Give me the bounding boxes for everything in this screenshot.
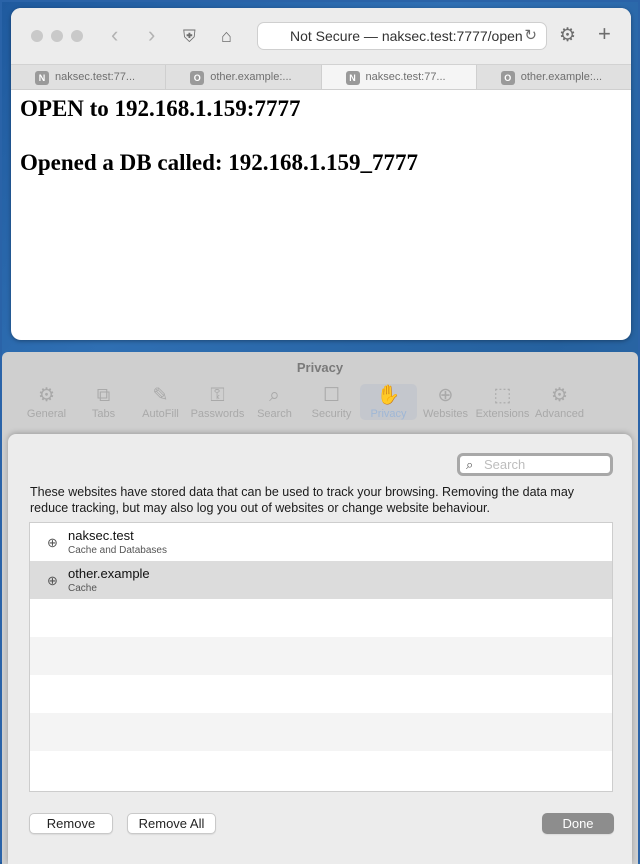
done-button[interactable]: Done xyxy=(542,813,614,834)
browser-window xyxy=(11,8,631,340)
sheet-description: These websites have stored data that can be used to track your browsing. Removing the data may reduce tracking, but may also log you out of websites or change website behaviour. xyxy=(30,485,575,515)
tab-naksec-2[interactable] xyxy=(321,65,476,89)
preferences-window xyxy=(2,352,638,864)
back-icon[interactable]: ‹ xyxy=(111,22,119,47)
remove-button[interactable]: Remove xyxy=(29,813,113,834)
pref-tab-search[interactable] xyxy=(246,384,303,420)
globe-icon: ⊕ xyxy=(47,535,58,550)
hand-icon: ✋ xyxy=(376,385,401,406)
minimize-window-button[interactable] xyxy=(51,30,63,42)
remove-all-button[interactable]: Remove All xyxy=(127,813,216,834)
home-icon[interactable]: ⌂ xyxy=(221,26,232,46)
pref-tab-label: Privacy xyxy=(370,408,407,420)
forward-icon[interactable]: › xyxy=(148,22,156,47)
tab-label: other.example:... xyxy=(520,71,603,83)
globe-icon: ⊕ xyxy=(437,385,454,406)
gear-icon: ⚙ xyxy=(37,385,56,406)
preferences-title: Privacy xyxy=(296,360,344,375)
pref-tab-label: General xyxy=(26,408,67,420)
pref-tab-privacy[interactable] xyxy=(360,384,417,420)
tab-other-2[interactable] xyxy=(476,65,631,89)
pref-tab-advanced[interactable] xyxy=(531,384,588,420)
page-content xyxy=(11,90,631,176)
pref-tab-label: Tabs xyxy=(91,408,116,420)
browser-toolbar xyxy=(11,8,631,64)
url-text: Not Secure — naksec.test:7777/open xyxy=(290,28,523,44)
pref-tab-label: Security xyxy=(311,408,352,420)
page-heading-open: OPEN to 192.168.1.159:7777 xyxy=(20,96,301,121)
key-icon: ⚿ xyxy=(210,385,225,406)
list-item[interactable] xyxy=(30,523,612,561)
reload-icon[interactable]: ↻ xyxy=(524,27,537,44)
pref-tab-label: Passwords xyxy=(190,408,245,420)
pref-tab-label: Websites xyxy=(422,408,469,420)
tab-bar xyxy=(11,64,631,90)
page-heading-db: Opened a DB called: 192.168.1.159_7777 xyxy=(20,150,419,175)
search-field[interactable] xyxy=(457,453,613,476)
shield-icon[interactable]: ⛨ xyxy=(183,27,196,46)
empty-row xyxy=(30,637,612,675)
address-bar[interactable] xyxy=(257,22,547,50)
zoom-window-button[interactable] xyxy=(71,30,83,42)
site-detail: Cache and Databases xyxy=(68,545,167,556)
tab-label: other.example:... xyxy=(210,71,292,83)
pref-tab-autofill[interactable] xyxy=(132,384,189,420)
list-item[interactable] xyxy=(30,561,612,599)
search-icon: ⌕ xyxy=(466,457,474,472)
favicon: O xyxy=(190,71,204,85)
autofill-icon: ✎ xyxy=(152,385,169,406)
pref-tab-label: Extensions xyxy=(475,408,530,420)
close-window-button[interactable] xyxy=(31,30,43,42)
pref-tab-passwords[interactable] xyxy=(189,384,246,420)
favicon: O xyxy=(501,71,515,85)
site-name: other.example xyxy=(68,566,150,581)
gear-icon[interactable]: ⚙ xyxy=(559,25,577,46)
tab-label: naksec.test:77... xyxy=(365,71,446,83)
pref-tab-label: Advanced xyxy=(535,408,584,420)
pref-tab-label: Search xyxy=(257,408,292,420)
pref-tab-label: AutoFill xyxy=(142,408,179,420)
pref-tab-tabs[interactable] xyxy=(75,384,132,420)
globe-icon: ⊕ xyxy=(47,573,58,588)
lock-icon: ☐ xyxy=(322,385,341,406)
tab-label: naksec.test:77... xyxy=(55,71,136,83)
search-icon: ⌕ xyxy=(269,385,280,406)
empty-row xyxy=(30,713,612,751)
gears-icon: ⚙ xyxy=(550,385,569,406)
empty-row xyxy=(30,675,612,713)
window-controls xyxy=(31,30,83,42)
pref-tab-security[interactable] xyxy=(303,384,360,420)
new-tab-icon[interactable]: + xyxy=(598,21,611,46)
pref-tab-general[interactable] xyxy=(18,384,75,420)
site-name: naksec.test xyxy=(68,528,134,543)
empty-row xyxy=(30,599,612,637)
tab-other-1[interactable] xyxy=(165,65,320,89)
website-list[interactable] xyxy=(29,522,613,792)
pref-tab-extensions[interactable] xyxy=(474,384,531,420)
website-data-sheet xyxy=(8,434,632,864)
empty-row xyxy=(30,751,612,789)
favicon: N xyxy=(35,71,49,85)
site-detail: Cache xyxy=(68,583,97,594)
pref-tab-websites[interactable] xyxy=(417,384,474,420)
preferences-toolbar xyxy=(18,384,588,420)
puzzle-icon: ⬚ xyxy=(493,385,512,406)
search-input[interactable] xyxy=(484,456,604,473)
favicon: N xyxy=(346,71,360,85)
tabs-icon: ⧉ xyxy=(96,385,111,406)
tab-naksec-1[interactable] xyxy=(11,65,165,89)
